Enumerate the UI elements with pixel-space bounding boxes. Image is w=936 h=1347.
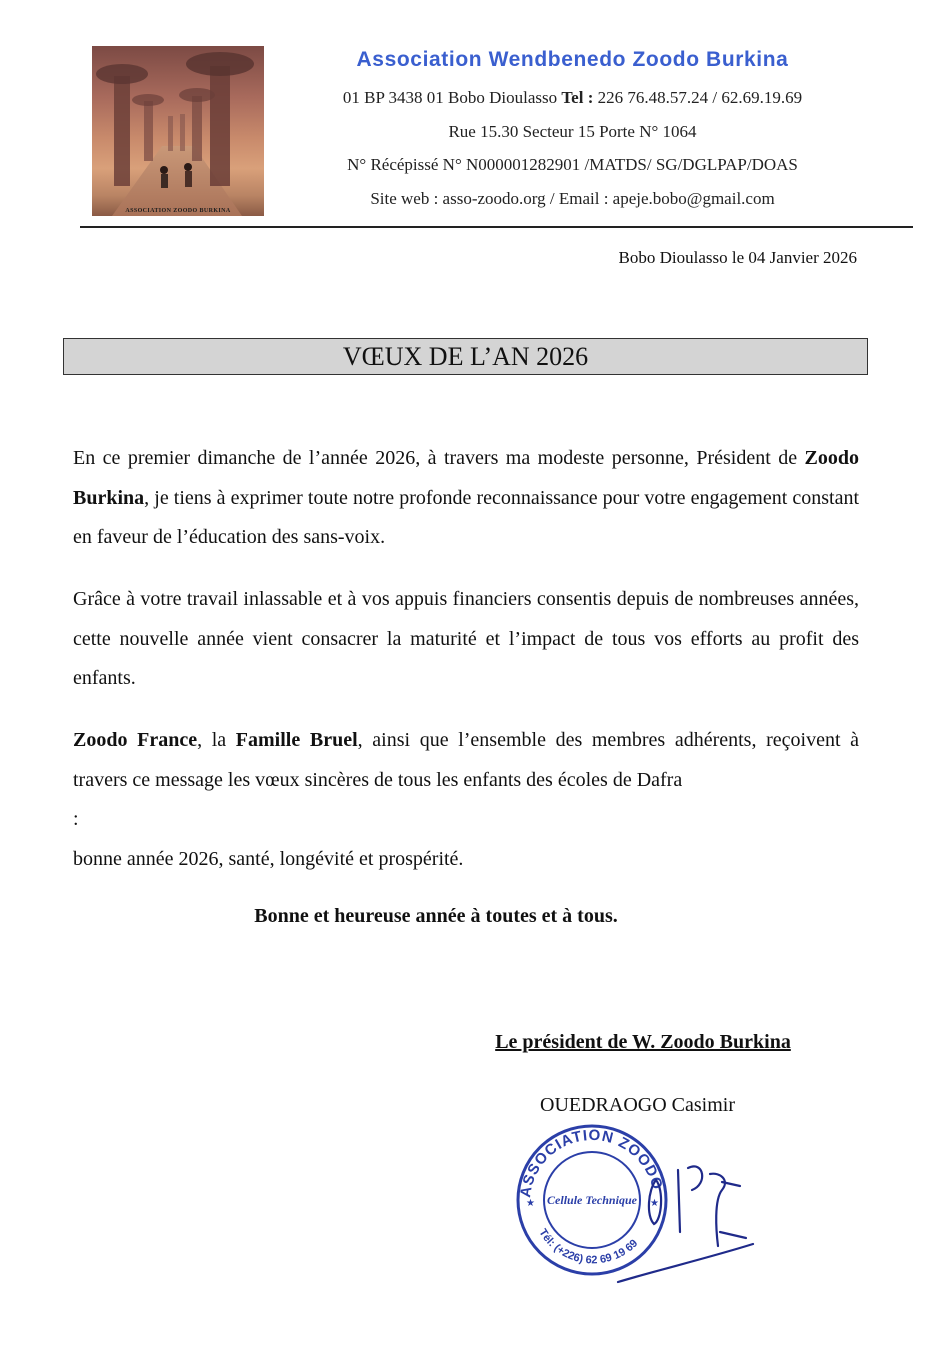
signatory-title: Le président de W. Zoodo Burkina: [495, 1031, 791, 1053]
svg-text:★: ★: [650, 1198, 659, 1209]
paragraph-2: Grâce à votre travail inlassable et à vos appuis financiers consentis depuis de nombreuses années, cette nouvelle année vient consacrer la maturité et l’impact de tous vos efforts au profit des enfants.: [73, 588, 859, 689]
web-email: Site web : asso-zoodo.org / Email : apeje.bobo@gmail.com: [370, 189, 775, 208]
svg-text:ASSOCIATION ZOODO: [517, 1127, 666, 1199]
tel-label: Tel :: [561, 88, 594, 107]
p3-bold-zoodo-france: Zoodo France: [73, 729, 198, 751]
header-divider: [80, 226, 913, 228]
stamp-tel-text: Tél: (+226) 62 69 19 69: [536, 1226, 641, 1267]
street-address: Rue 15.30 Secteur 15 Porte N° 1064: [448, 122, 697, 141]
stamp-and-signature: [508, 1120, 758, 1285]
stamp-center-text: Cellule Technique: [547, 1193, 637, 1207]
tel-numbers: 226 76.48.57.24 / 62.69.19.69: [597, 88, 803, 107]
association-name: Association Wendbenedo Zoodo Burkina: [356, 48, 789, 71]
p3-wish: bonne année 2026, santé, longévité et prospérité.: [73, 847, 464, 870]
p3-bold-famille-bruel: Famille Bruel: [235, 729, 358, 751]
logo-caption: ASSOCIATION ZOODO BURKINA: [125, 208, 231, 214]
postal-address: 01 BP 3438 01 Bobo Dioulasso: [342, 88, 558, 107]
association-logo: [92, 46, 264, 216]
letter-date: Bobo Dioulasso le 04 Janvier 2026: [618, 248, 857, 267]
svg-text:★: ★: [526, 1198, 535, 1209]
p3-text-a: , la: [197, 729, 236, 751]
contact-line: [290, 88, 855, 108]
p1-text-b: , je tiens à exprimer toute notre profonde reconnaissance pour votre engagement constant en faveur de l’éducation des sans-voix.: [73, 486, 859, 548]
p3-text-b: , ainsi que l’ensemble des membres adhérents, reçoivent à travers ce message les vœux sincères de tous les enfants des écoles de Dafra: [73, 729, 860, 791]
signatory-name: OUEDRAOGO Casimir: [540, 1094, 735, 1116]
paragraph-3: [73, 721, 859, 879]
handwritten-signature: [618, 1166, 753, 1282]
p1-text-a: En ce premier dimanche de l’année 2026, à travers ma modeste personne, Président de: [73, 447, 805, 469]
closing-line: Bonne et heureuse année à toutes et à tous.: [254, 905, 618, 927]
official-stamp: [508, 1120, 758, 1285]
recepisse-number: N° Récépissé N° N000001282901 /MATDS/ SG/DGLPAP/DOAS: [347, 155, 798, 174]
letter-title: VŒUX DE L’AN 2026: [63, 338, 868, 375]
baobab-avenue-image: [92, 46, 264, 216]
stamp-ring-text: ASSOCIATION ZOODO: [517, 1126, 666, 1199]
p3-colon: :: [73, 808, 79, 830]
p1-bold-zoodo: Zoodo Burkina: [73, 447, 859, 509]
paragraph-1: [73, 439, 859, 558]
